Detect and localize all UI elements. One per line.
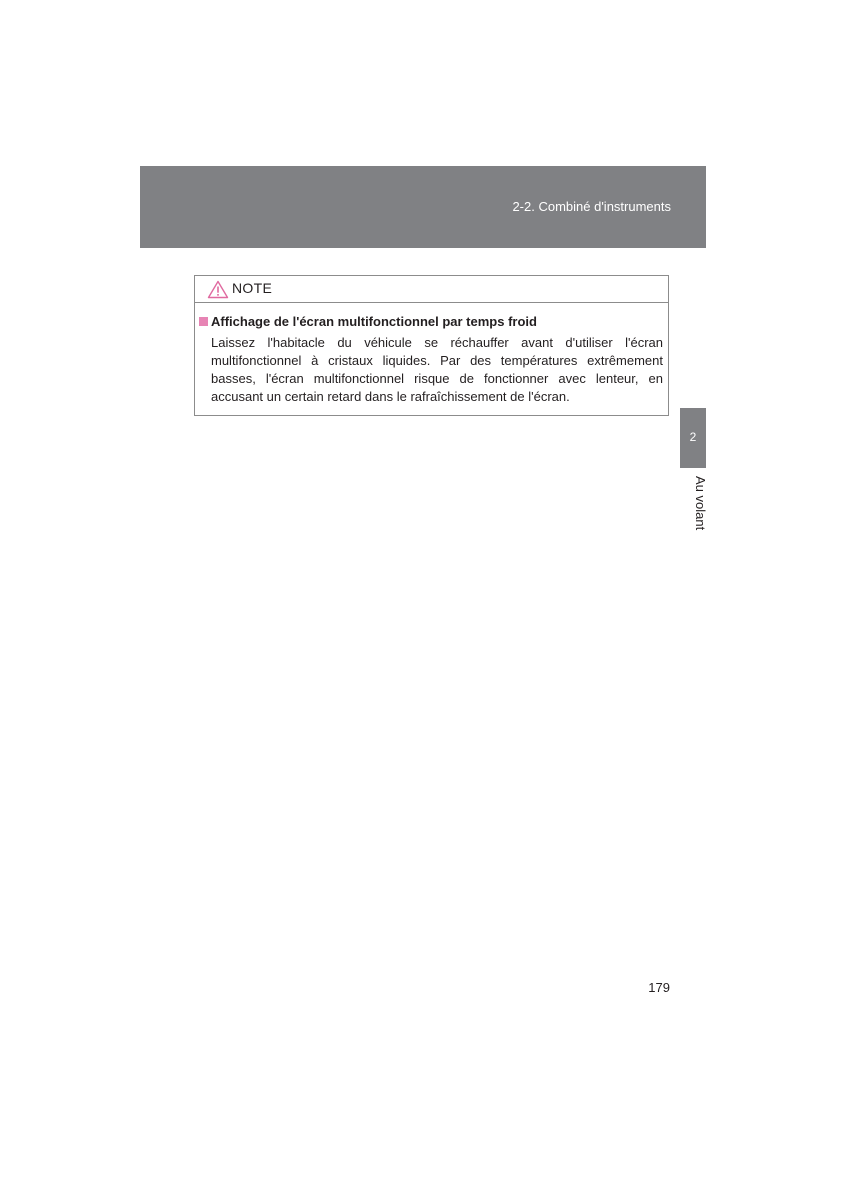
note-item-title xyxy=(199,313,663,330)
chapter-tab xyxy=(680,408,706,468)
note-header xyxy=(195,276,668,303)
chapter-label: Au volant xyxy=(693,476,708,531)
bullet-square-icon xyxy=(199,317,208,326)
note-item-text: Laissez l'habitacle du véhicule se réchauffer avant d'utiliser l'écran multifonctionnel à cristaux liquides. Par des températures extrêmement basses, l'écran multifonctionnel risque de fonctionner avec lenteur, en accusant un certain retard dans le rafraîchissement de l'écran. xyxy=(211,335,663,404)
page-number: 179 xyxy=(648,980,670,995)
note-box xyxy=(194,275,669,416)
section-title: 2-2. Combiné d'instruments xyxy=(512,199,671,214)
note-body xyxy=(195,303,668,406)
note-label: NOTE xyxy=(232,280,273,296)
warning-triangle-icon xyxy=(207,280,229,299)
note-item-title-text: Affichage de l'écran multifonctionnel par temps froid xyxy=(211,314,537,329)
header-band xyxy=(140,166,706,248)
chapter-number: 2 xyxy=(689,430,697,444)
